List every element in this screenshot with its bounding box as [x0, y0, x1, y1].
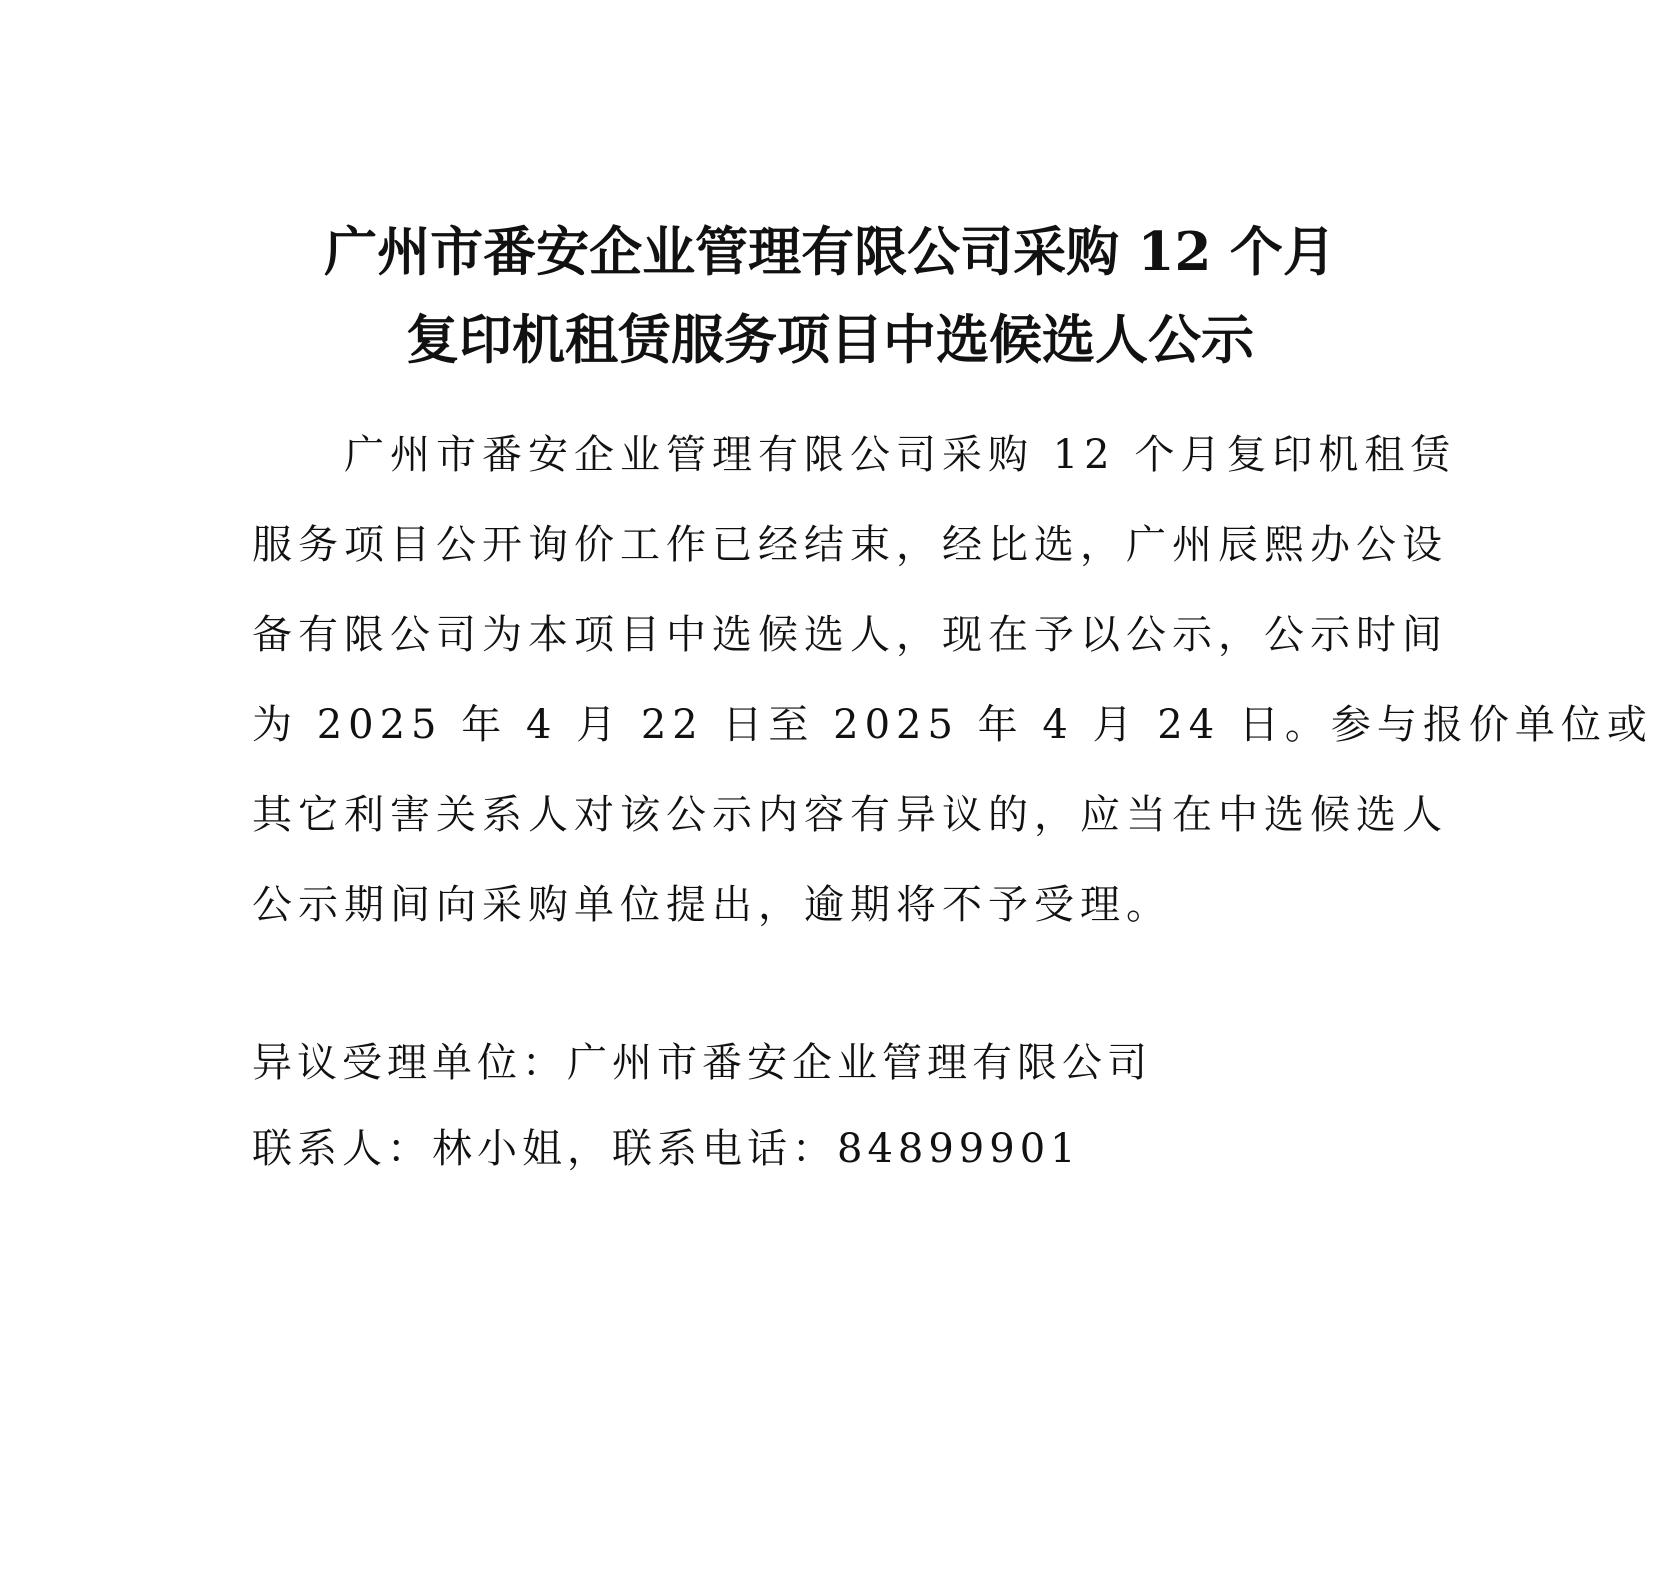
- body-line-1: 广州市番安企业管理有限公司采购 12 个月复印机租赁: [252, 432, 1457, 478]
- title-line-2: 复印机租赁服务项目中选候选人公示: [406, 309, 1254, 371]
- contact-section: [252, 1020, 1412, 1192]
- body-line-4: 为 2025 年 4 月 22 日至 2025 年 4 月 24 日。参与报价单位或: [252, 702, 1653, 748]
- body-line-5: 其它利害关系人对该公示内容有异议的，应当在中选候选人: [252, 792, 1448, 838]
- body-line-3: 备有限公司为本项目中选候选人，现在予以公示，公示时间: [252, 612, 1448, 658]
- contact-person-line: 联系人：林小姐，联系电话：84899901: [252, 1126, 1081, 1172]
- body-line-2: 服务项目公开询价工作已经结束，经比选，广州辰熙办公设: [252, 522, 1448, 568]
- objection-unit-line: 异议受理单位：广州市番安企业管理有限公司: [252, 1040, 1152, 1086]
- document-title: [240, 208, 1420, 384]
- body-line-6: 公示期间向采购单位提出，逾期将不予受理。: [252, 882, 1172, 928]
- announcement-body: [252, 410, 1653, 950]
- title-line-1: 广州市番安企业管理有限公司采购 12 个月: [324, 221, 1336, 283]
